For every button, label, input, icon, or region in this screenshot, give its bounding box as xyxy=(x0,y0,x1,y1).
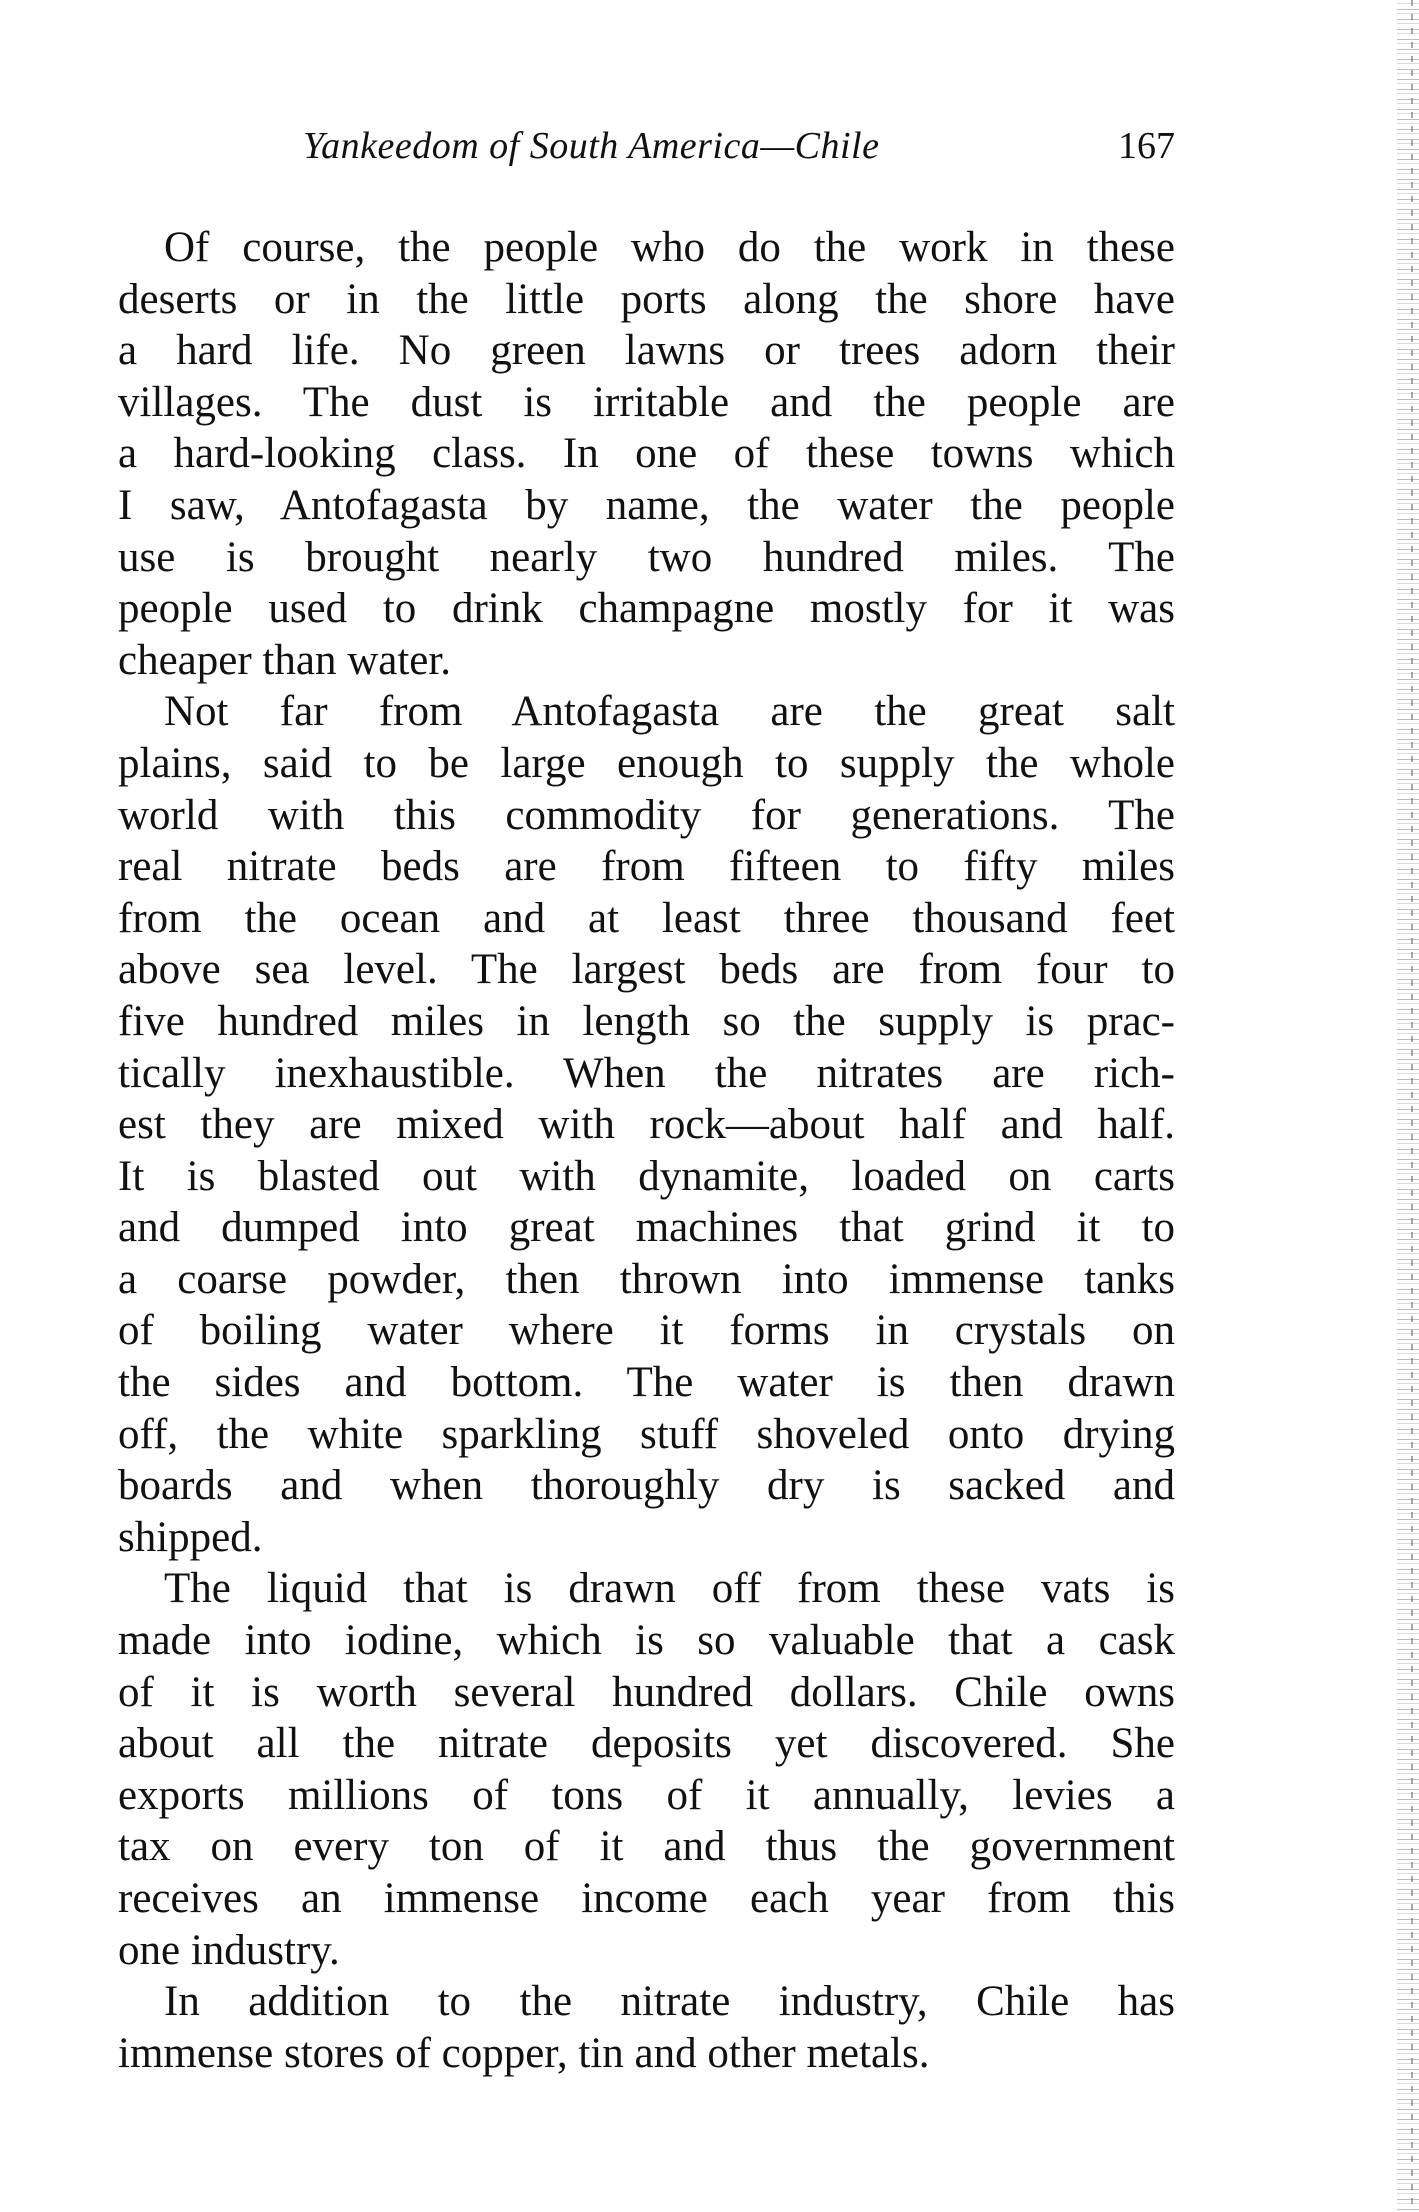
text-line: real nitrate beds are from fifteen to fifty miles xyxy=(118,843,1175,891)
text-line: a coarse powder, then thrown into immense tanks xyxy=(118,1255,1175,1303)
page-number: 167 xyxy=(1118,125,1175,167)
text-line: immense stores of copper, tin and other metals. xyxy=(118,2029,930,2077)
text-line: Not far from Antofagasta are the great salt xyxy=(164,688,1175,736)
text-line: boards and when thoroughly dry is sacked and xyxy=(118,1462,1175,1510)
text-line: from the ocean and at least three thousand feet xyxy=(118,894,1175,942)
text-line: above sea level. The largest beds are from four to xyxy=(118,946,1175,994)
page-body xyxy=(118,222,1175,2079)
text-line: plains, said to be large enough to supply the whole xyxy=(118,739,1175,787)
text-line: tically inexhaustible. When the nitrates are rich- xyxy=(118,1049,1175,1097)
text-line: cheaper than water. xyxy=(118,636,452,684)
text-line: of boiling water where it forms in crystals on xyxy=(118,1307,1175,1355)
text-line: est they are mixed with rock—about half and half. xyxy=(118,1101,1175,1149)
paragraph xyxy=(118,1976,1175,2079)
text-line: five hundred miles in length so the supply is prac- xyxy=(118,997,1175,1045)
text-line: In addition to the nitrate industry, Chile has xyxy=(164,1978,1175,2026)
paragraph xyxy=(118,222,1175,686)
page-header xyxy=(118,124,1175,174)
scan-edge-artifact xyxy=(1397,0,1419,2212)
text-line: Of course, the people who do the work in these xyxy=(164,224,1175,271)
scan-edge-line xyxy=(1411,0,1413,2212)
text-line: The liquid that is drawn off from these vats is xyxy=(164,1565,1175,1613)
text-line: receives an immense income each year from this xyxy=(118,1875,1175,1922)
text-line: the sides and bottom. The water is then drawn xyxy=(118,1359,1175,1407)
text-line: a hard-looking class. In one of these towns which xyxy=(118,430,1175,478)
paragraph xyxy=(118,1563,1175,1976)
text-line: use is brought nearly two hundred miles. The xyxy=(118,533,1175,581)
text-line: It is blasted out with dynamite, loaded on carts xyxy=(118,1152,1175,1200)
text-line: of it is worth several hundred dollars. Chile owns xyxy=(118,1668,1175,1716)
text-line: deserts or in the little ports along the shore have xyxy=(118,275,1175,323)
text-line: one industry. xyxy=(118,1926,340,1974)
text-line: off, the white sparkling stuff shoveled onto drying xyxy=(118,1410,1175,1458)
text-line: I saw, Antofagasta by name, the water the people xyxy=(118,481,1175,529)
text-line: shipped. xyxy=(118,1513,263,1561)
text-line: about all the nitrate deposits yet discovered. She xyxy=(118,1720,1175,1768)
paragraph xyxy=(118,686,1175,1563)
text-line: made into iodine, which is so valuable that a cask xyxy=(118,1617,1175,1665)
text-line: villages. The dust is irritable and the people are xyxy=(118,378,1175,426)
text-line: world with this commodity for generations. The xyxy=(118,791,1175,839)
text-line: exports millions of tons of it annually, levies a xyxy=(118,1771,1175,1819)
running-title: Yankeedom of South America—Chile xyxy=(303,125,880,167)
text-line: and dumped into great machines that grind it to xyxy=(118,1204,1175,1252)
text-line: people used to drink champagne mostly for it was xyxy=(118,585,1175,633)
text-line: tax on every ton of it and thus the government xyxy=(118,1823,1175,1871)
text-line: a hard life. No green lawns or trees adorn their xyxy=(118,327,1175,375)
